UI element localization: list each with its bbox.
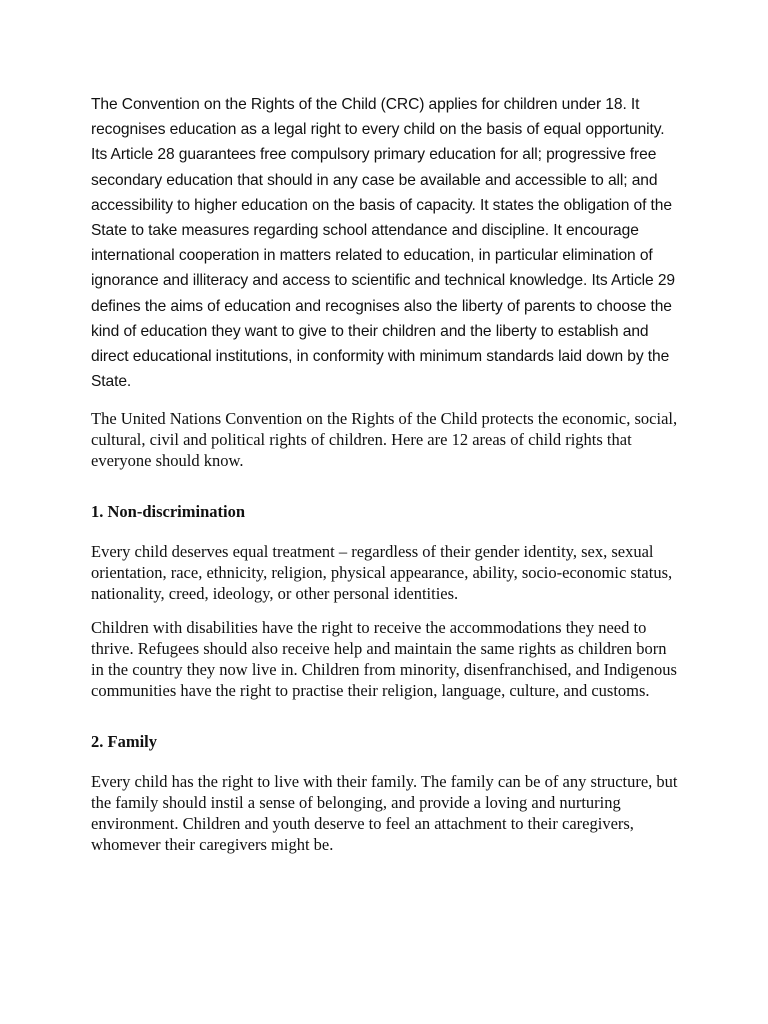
spacer [91,522,681,541]
spacer [91,604,681,617]
non-discrimination-paragraph-1: Every child deserves equal treatment – regardless of their gender identity, sex, sexual orientation, race, ethnicity, religion, physical appearance, ability, socio-economic status, nationality, creed, ideology, or other personal identities. [91,542,673,604]
spacer [91,752,681,771]
non-discrimination-paragraph-2: Children with disabilities have the right to receive the accommodations they need to thrive. Refugees should also receive help and maintain the same rights as children born in the country they now live in. Children from minority, disenfranchised, and Indigenous communities have the right to practise their religion, language, culture, and customs. [91,618,677,701]
section-heading-family: 2. Family [91,732,157,752]
family-paragraph-1: Every child has the right to live with their family. The family can be of any structure, but the family should instil a sense of belonging, and provide a loving and nurturing environment. Children and youth deserve to feel an attachment to their caregivers, whomever their caregivers might be. [91,772,678,855]
document-page [91,92,681,855]
spacer [91,471,681,501]
section-heading-non-discrimination: 1. Non-discrimination [91,502,246,522]
crc-education-paragraph: The Convention on the Rights of the Child (CRC) applies for children under 18. It recognises education as a legal right to every child on the basis of equal opportunity. Its Article 28 guarantees free compulsory primary education for all; progressive free secondary education that should in any case be available and accessible to all; and accessibility to higher education on the basis of capacity. It states the obligation of the State to take measures regarding school attendance and discipline. It encourage international cooperation in matters related to education, in particular elimination of ignorance and illiteracy and access to scientific and technical knowledge. Its Article 29 defines the aims of education and recognises also the liberty of parents to choose the kind of education they want to give to their children and the liberty to establish and direct educational institutions, in conformity with minimum standards laid down by the State. [91,96,675,391]
uncrc-intro-paragraph: The United Nations Convention on the Rights of the Child protects the economic, social, cultural, civil and political rights of children. Here are 12 areas of child rights that everyone should know. [91,409,678,471]
spacer [91,701,681,731]
